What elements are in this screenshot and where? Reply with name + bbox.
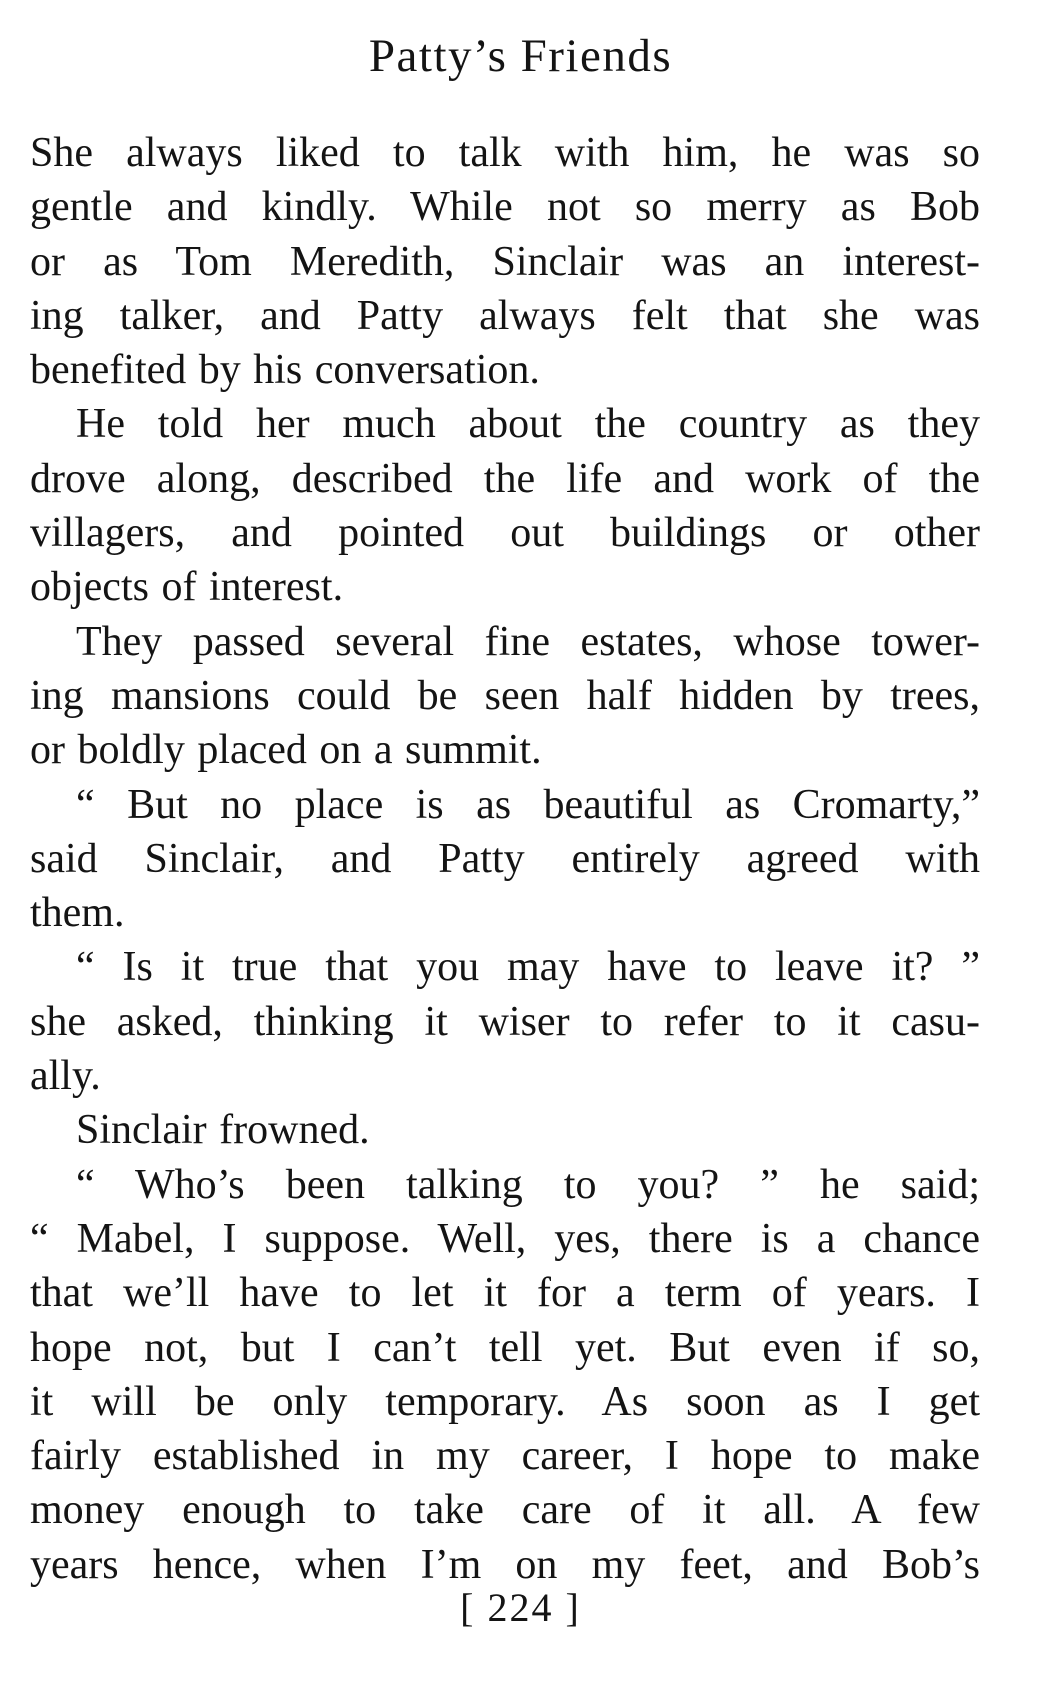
text-line: or boldly placed on a summit. [30, 727, 542, 774]
text-line: “ But no place is as beautiful as Cromarty,” [76, 781, 980, 828]
text-line: money enough to take care of it all. A few [30, 1487, 980, 1534]
text-line: drove along, described the life and work of the [30, 455, 980, 502]
text-line: said Sinclair, and Patty entirely agreed with [30, 835, 980, 882]
text-line: villagers, and pointed out buildings or other [30, 510, 980, 557]
text-line: objects of interest. [30, 564, 344, 611]
text-line: Sinclair frowned. [76, 1107, 370, 1154]
text-line: ing talker, and Patty always felt that she was [30, 292, 980, 339]
text-line: years hence, when I’m on my feet, and Bob’s [30, 1541, 980, 1588]
text-line: hope not, but I can’t tell yet. But even if so, [30, 1324, 980, 1371]
text-line: “ Mabel, I suppose. Well, yes, there is a chance [30, 1215, 980, 1262]
running-head: Patty’s Friends [368, 30, 673, 82]
text-line: gentle and kindly. While not so merry as Bob [30, 184, 980, 231]
text-line: ing mansions could be seen half hidden by trees, [30, 672, 980, 719]
text-line: He told her much about the country as they [76, 401, 980, 448]
text-line: it will be only temporary. As soon as I get [30, 1378, 980, 1425]
text-line: benefited by his conversation. [30, 347, 540, 394]
text-line: them. [30, 890, 125, 937]
text-line: “ Who’s been talking to you? ” he said; [76, 1161, 980, 1208]
body-text [30, 126, 980, 1592]
text-line: fairly established in my career, I hope to make [30, 1433, 980, 1480]
text-line: They passed several fine estates, whose tower- [76, 618, 980, 665]
text-line: She always liked to talk with him, he was so [30, 130, 980, 176]
text-line: ally. [30, 1053, 101, 1100]
text-line: “ Is it true that you may have to leave it? ” [76, 944, 980, 991]
text-line: she asked, thinking it wiser to refer to it casu- [30, 998, 980, 1045]
text-line: or as Tom Meredith, Sinclair was an interest- [30, 238, 980, 285]
page-number: [ 224 ] [460, 1585, 581, 1630]
text-line: that we’ll have to let it for a term of years. I [30, 1270, 980, 1317]
